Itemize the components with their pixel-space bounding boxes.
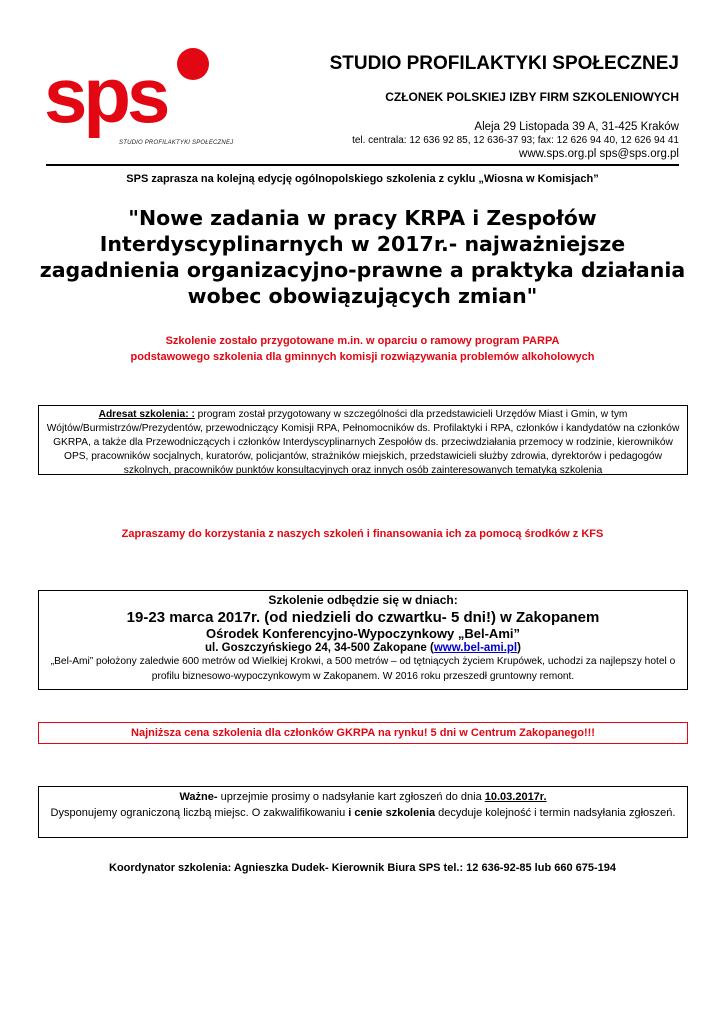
dates-when: 19-23 marca 2017r. (od niedzieli do czwartku- 5 dni!) w Zakopanem (126, 609, 600, 626)
audience-box (38, 405, 688, 475)
audience-text: program został przygotowany w szczególności dla przedstawicieli Urzędów Miast i Gmin, w tym Wójtów/Burmistrzów/Prezydentów, przewodniczący Komisji RPA, Pełnomocników ds. Profilaktyki i RPA, członków i kandydatów na członków GKRPA, a także dla Przewodniczących i członków Interdyscyplinarnych Zespołów ds. przeciwdziałania przemocy w rodzinie, kierowników OPS, pracowników socjalnych, kuratorów, policjantów, strażników miejskich, przedstawicieli służby zdrowia, dyrektorów i pedagogów szkolnych, pracowników punktów konsultacyjnych oraz innych osób zainteresowanych tematyką szkolenia (46, 409, 680, 476)
org-website-email[interactable]: www.sps.org.pl sps@sps.org.pl (519, 148, 679, 160)
logo-text: sps (44, 51, 167, 139)
venue-website-link[interactable]: www.bel-ami.pl (433, 642, 518, 654)
venue-address (39, 642, 687, 654)
important-label: Ważne- (179, 791, 218, 803)
dates-box (38, 590, 688, 690)
parpa-note-line1: Szkolenie zostało przygotowane m.in. w oparciu o ramowy program PARPA (165, 335, 560, 347)
venue-address-suffix: ) (517, 642, 521, 654)
audience-label: Adresat szkolenia: : (98, 409, 195, 420)
header-divider (46, 164, 679, 166)
invitation-line: SPS zaprasza na kolejną edycję ogólnopolskiego szkolenia z cyklu „Wiosna w Komisjach” (126, 173, 599, 185)
venue-address-prefix: ul. Goszczyńskiego 24, 34-500 Zakopane ( (205, 642, 434, 654)
important-bold: i cenie szkolenia (348, 807, 436, 819)
org-title: STUDIO PROFILAKTYKI SPOŁECZNEJ (329, 53, 679, 74)
org-membership: CZŁONEK POLSKIEJ IZBY FIRM SZKOLENIOWYCH (385, 90, 679, 104)
parpa-note (0, 333, 725, 365)
org-phones: tel. centrala: 12 636 92 85, 12 636-37 93; fax: 12 626 94 40, 12 626 94 41 (352, 135, 679, 146)
important-notice-box (38, 786, 688, 838)
logo-dot-icon (177, 48, 209, 80)
important-text2: Dysponujemy ograniczoną liczbą miejsc. O zakwalifikowaniu (50, 807, 349, 819)
org-address: Aleja 29 Listopada 39 A, 31-425 Kraków (474, 121, 679, 133)
coordinator-line: Koordynator szkolenia: Agnieszka Dudek- Kierownik Biura SPS tel.: 12 636-92-85 lub 660 675-194 (109, 862, 616, 874)
sps-logo (44, 48, 234, 148)
dates-heading: Szkolenie odbędzie się w dniach: (268, 593, 458, 607)
training-title: "Nowe zadania w pracy KRPA i Zespołów Interdyscyplinarnych w 2017r.- najważniejsze zagadnienia organizacyjno-prawne a praktyka działania wobec obowiązujących zmian" (39, 206, 686, 308)
important-text1: uprzejmie prosimy o nadsyłanie kart zgłoszeń do dnia (217, 791, 485, 803)
parpa-note-line2: podstawowego szkolenia dla gminnych komisji rozwiązywania problemów alkoholowych (130, 351, 595, 363)
registration-deadline: 10.03.2017r. (484, 791, 547, 803)
important-text3: decyduje kolejność i termin nadsyłania zgłoszeń. (435, 807, 676, 819)
price-highlight-box: Najniższa cena szkolenia dla członków GKRPA na rynku! 5 dni w Centrum Zakopanego!!! (38, 722, 688, 744)
venue-name: Ośrodek Konferencyjno-Wypoczynkowy „Bel-Ami” (206, 626, 520, 641)
venue-description: „Bel-Ami” położony zaledwie 600 metrów od Wielkiej Krokwi, a 500 metrów – od tętniących życiem Krupówek, uchodzi za najlepszy hotel o profilu biznesowo-wypoczynkowym w Zakopanem. W 2016 roku przeszedł gruntowny remont. (50, 656, 676, 682)
logo-subtitle: STUDIO PROFILAKTYKI SPOŁECZNEJ (119, 140, 234, 146)
kfs-funding-note: Zapraszamy do korzystania z naszych szkoleń i finansowania ich za pomocą środków z KFS (121, 528, 604, 540)
